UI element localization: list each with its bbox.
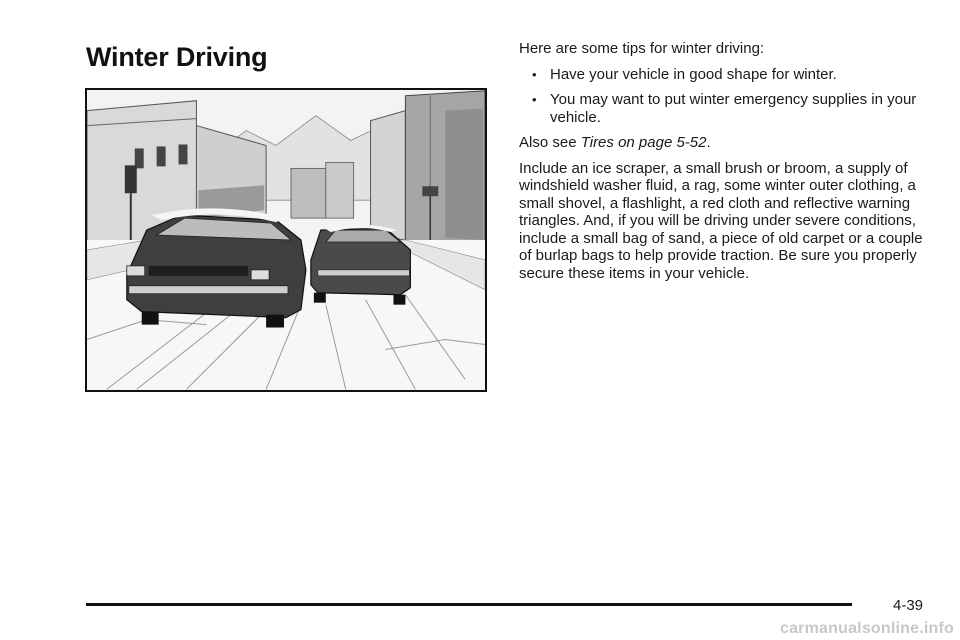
tips-list — [519, 66, 939, 127]
page-title: Winter Driving — [86, 42, 268, 72]
page-number: 4-39 — [893, 597, 924, 614]
intro-text: Here are some tips for winter driving: — [519, 40, 765, 57]
tip-text: You may want to put winter emergency supplies in your vehicle. — [550, 91, 917, 126]
tip-text: Have your vehicle in good shape for winter. — [550, 65, 837, 83]
footer-rule — [86, 603, 852, 606]
body-paragraph: Include an ice scraper, a small brush or broom, a supply of windshield washer fluid, a rag, some winter outer clothing, a small shovel, a flashlight, a red cloth and reflective warning triangles. And, if you will be driving under severe conditions, include a small bag of sand, a piece of old carpet or a couple of burlap bags to help provide traction. Be sure you properly secure these items in your vehicle. — [519, 159, 923, 282]
text-column — [519, 40, 939, 282]
watermark: carmanualsonline.info — [779, 620, 954, 637]
list-item — [519, 91, 939, 126]
also-see-suffix: . — [706, 134, 711, 151]
winter-street-illustration — [85, 88, 487, 392]
cross-reference-link[interactable]: Tires on page 5-52 — [580, 134, 707, 151]
also-see-paragraph — [519, 134, 939, 152]
bullet-icon: • — [532, 92, 537, 107]
list-item — [519, 66, 939, 84]
also-see-prefix: Also see — [519, 134, 581, 151]
bullet-icon: • — [532, 66, 537, 82]
winter-street-drawing — [87, 90, 485, 390]
